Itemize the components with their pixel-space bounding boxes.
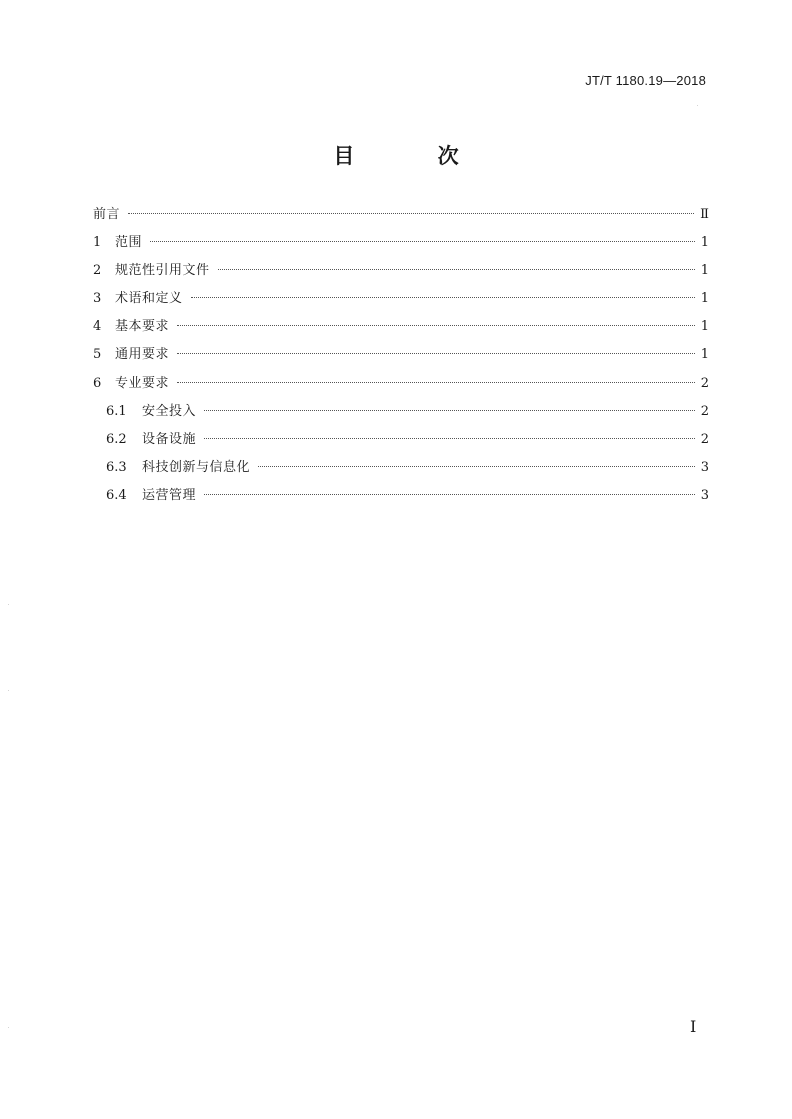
toc-entry-label: 规范性引用文件: [115, 263, 210, 279]
toc-entry-page: 1: [700, 263, 709, 279]
table-of-contents: [93, 203, 709, 512]
toc-entry-label: 设备设施: [142, 431, 197, 447]
toc-entry-label: 术语和定义: [115, 291, 183, 307]
scan-speck: [8, 1027, 9, 1028]
toc-dot-leader: [191, 297, 695, 298]
toc-entry-label: 安全投入: [142, 403, 197, 419]
scan-speck: [8, 604, 9, 605]
toc-entry-normative-references[interactable]: [93, 259, 709, 287]
toc-entry-page: 1: [700, 235, 709, 251]
toc-entry-number: 6.4: [106, 487, 127, 503]
toc-entry-number: 5: [93, 347, 102, 363]
toc-entry-page: 3: [700, 487, 709, 503]
toc-entry-general-requirements[interactable]: [93, 343, 709, 371]
toc-entry-number: 2: [93, 263, 102, 279]
toc-entry-scope[interactable]: [93, 231, 709, 259]
toc-entry-tech-innovation[interactable]: [93, 456, 709, 484]
toc-entry-number: 6.1: [106, 403, 127, 419]
toc-entry-page: 1: [700, 291, 709, 307]
toc-entry-label: 科技创新与信息化: [142, 459, 251, 475]
toc-entry-foreword[interactable]: [93, 203, 709, 231]
toc-entry-number: 3: [93, 291, 102, 307]
toc-entry-page: 2: [700, 431, 709, 447]
toc-entry-number: 4: [93, 319, 102, 335]
toc-dot-leader: [204, 410, 695, 411]
toc-entry-label: 前言: [93, 207, 121, 222]
toc-entry-operations-management[interactable]: [93, 484, 709, 512]
toc-entry-label: 运营管理: [142, 487, 197, 503]
toc-entry-page: 2: [700, 375, 709, 391]
toc-entry-basic-requirements[interactable]: [93, 315, 709, 343]
toc-entry-safety-investment[interactable]: [93, 400, 709, 428]
scan-speck: [697, 105, 698, 106]
toc-dot-leader: [177, 353, 695, 354]
toc-dot-leader: [218, 269, 695, 270]
toc-entry-page: 3: [700, 459, 709, 475]
toc-entry-label: 范围: [115, 235, 143, 251]
toc-dot-leader: [177, 382, 695, 383]
toc-entry-label: 通用要求: [115, 347, 170, 363]
toc-dot-leader: [204, 438, 695, 439]
toc-entry-number: 6: [93, 375, 102, 391]
toc-entry-number: 6.2: [106, 431, 127, 447]
toc-entry-label: 专业要求: [115, 375, 170, 391]
toc-dot-leader: [177, 325, 695, 326]
toc-dot-leader: [150, 241, 695, 242]
toc-entry-professional-requirements[interactable]: [93, 372, 709, 400]
toc-entry-page: 2: [700, 403, 709, 419]
toc-dot-leader: [128, 213, 694, 214]
standard-code: JT/T 1180.19—2018: [585, 73, 706, 88]
toc-entry-label: 基本要求: [115, 319, 170, 335]
toc-entry-page: 1: [700, 319, 709, 335]
toc-dot-leader: [258, 466, 695, 467]
toc-entry-number: 6.3: [106, 459, 127, 475]
toc-entry-number: 1: [93, 235, 102, 251]
toc-entry-terms-definitions[interactable]: [93, 287, 709, 315]
toc-entry-page: 1: [700, 347, 709, 363]
toc-title: 目 次: [333, 144, 497, 168]
page-number: I: [690, 1017, 697, 1036]
toc-dot-leader: [204, 494, 695, 495]
toc-entry-equipment-facilities[interactable]: [93, 428, 709, 456]
toc-entry-page: Ⅱ: [700, 207, 709, 222]
scan-speck: [8, 690, 9, 691]
